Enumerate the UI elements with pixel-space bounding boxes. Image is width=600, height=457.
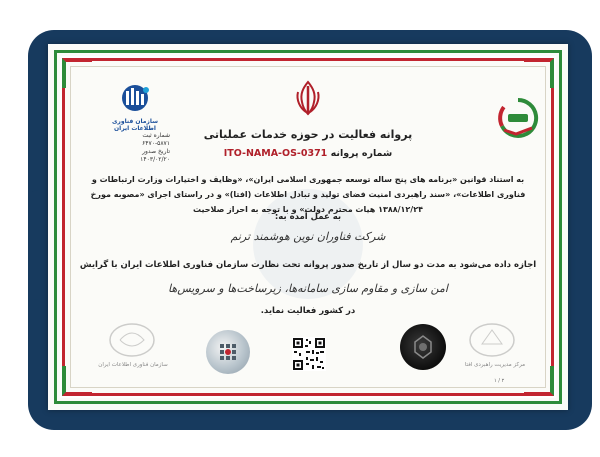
afta-seal-icon [462,320,522,360]
certificate-body: به استناد قوانین «برنامه های پنج ساله توسعه جمهوری اسلامی ایران»، «وظایف و اختیارات وزارت ارتباطات و فناوری اطلاعات»، «سند راهبردی امنیت فضای تولید و تبادل اطلاعات (افتا)» و در راستای اجرای «مصوبه مورخ ۱۳۸۸/۱۲/۲۴ هیات محترم دولت» و با توجه به احراز صلاحیت [90,175,526,214]
dark-badge-icon [400,324,446,370]
corner-ornament [62,366,92,396]
issuer-seal-icon [102,320,162,360]
certificate [48,44,568,410]
issue-date: ۱۴۰۳/۰۲/۲۰ [140,156,170,163]
stamp-number: ۲ / ۱ [494,378,505,384]
license-code: ITO-NAMA-OS-0371 [223,148,328,159]
dark-seal-badge [400,324,446,370]
ref-number-label: شماره ثبت [142,132,170,139]
ref-number: ۶۴۷۰-۵۸۷۱ [142,140,170,147]
qr-code[interactable] [292,337,326,371]
hologram-pattern-icon [206,330,250,374]
issued-to-label: به عمل آمده به: [274,212,342,222]
validity-text: اجازه داده می‌شود به مدت دو سال از تاریخ صدور پروانه تحت نظارت سازمان فناوری اطلاعات ایران با گرایش [79,260,537,270]
left-seal-caption: سازمان فناوری اطلاعات ایران [98,362,168,368]
closing-text: در کشور فعالیت نماید. [260,306,356,316]
issue-date-label: تاریخ صدور [142,148,170,155]
certificate-title: پروانه فعالیت در حوزه خدمات عملیاتی [203,128,413,141]
corner-ornament [524,58,554,88]
license-label: شماره پروانه [330,148,393,159]
issuer-org-name: سازمان فناوری اطلاعات ایران [111,118,159,132]
company-name: شرکت فناوران نوین هوشمند ترنم [230,230,386,243]
corner-ornament [62,58,92,88]
hologram-sticker [206,330,250,374]
national-emblem-icon [294,80,322,116]
corner-ornament [524,366,554,396]
ito-logo-icon [100,82,170,112]
specialty-text: امن سازی و مقاوم سازی سامانه‌ها، زیرساخت‌ها و سرویس‌ها [168,282,448,295]
right-seal-caption: مرکز مدیریت راهبردی افتا [464,362,526,368]
license-number [48,148,568,159]
